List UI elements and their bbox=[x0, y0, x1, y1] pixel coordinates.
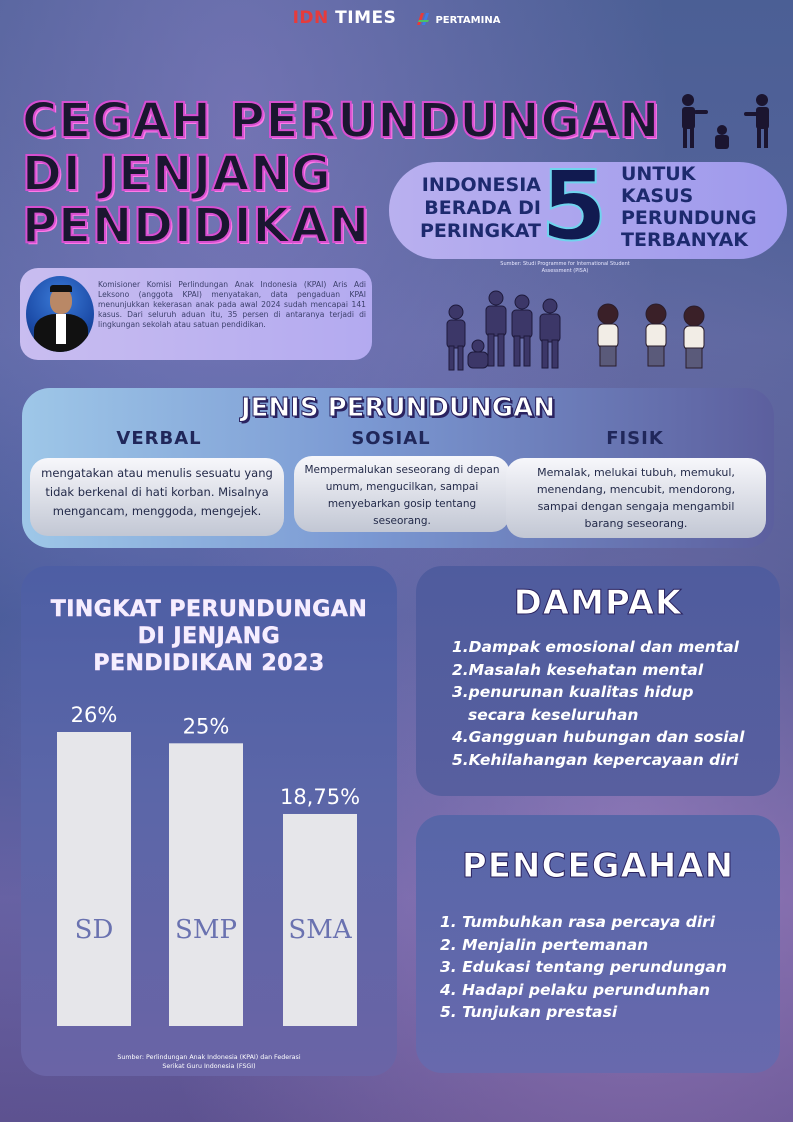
category-label-sd: SD bbox=[74, 915, 114, 945]
type-desc-sosial: Mempermalukan seseorang di depan umum, mengucilkan, sampai menyebarkan gosip tentang seseorang. bbox=[294, 456, 510, 532]
bar-chart bbox=[21, 566, 397, 1036]
list-item: secara keseluruhan bbox=[468, 705, 639, 724]
pertamina-logo: PERTAMINA bbox=[415, 11, 500, 27]
chart-title: TINGKAT PERUNDUNGAN DI JENJANG PENDIDIKAN 2023 bbox=[50, 597, 368, 676]
page-title-line2: DI JENJANG bbox=[22, 146, 332, 202]
impact-panel bbox=[416, 566, 780, 796]
impact-list bbox=[452, 636, 744, 771]
list-item: 1. Tumbuhkan rasa percaya diri bbox=[440, 913, 716, 931]
bullying-types-panel bbox=[22, 388, 774, 548]
page-title-line3: PENDIDIKAN bbox=[22, 198, 371, 254]
kpai-statement-card bbox=[20, 268, 372, 360]
ranking-number: 5 bbox=[540, 150, 608, 262]
type-desc-fisik: Memalak, melukai tubuh, memukul, menendang, mencubit, mendorong, sampai dengan sengaja mengambil barang seseorang. bbox=[506, 458, 766, 538]
type-label-verbal: VERBAL bbox=[116, 428, 202, 449]
bar-smp bbox=[169, 743, 243, 1026]
category-label-sma: SMA bbox=[288, 915, 352, 945]
ranking-right-text: UNTUK KASUS PERUNDUNG TERBANYAK bbox=[621, 163, 757, 251]
bullying-rate-chart-card bbox=[21, 566, 397, 1076]
list-item: 5.Kehilahangan kepercayaan diri bbox=[452, 750, 739, 769]
bullying-types-title: JENIS PERUNDUNGAN bbox=[240, 393, 556, 423]
bullying-figures-icon bbox=[672, 92, 782, 152]
bar-sd bbox=[57, 732, 131, 1026]
list-item: 4. Hadapi pelaku perundunhan bbox=[440, 980, 710, 999]
list-item: 4.Gangguan hubungan dan sosial bbox=[452, 728, 745, 746]
list-item: 3. Edukasi tentang perundungan bbox=[440, 958, 727, 976]
ranking-source: Sumber: Studi Programme for International Student Assessment (PISA) bbox=[500, 261, 630, 274]
type-label-fisik: FISIK bbox=[606, 428, 664, 449]
type-label-sosial: SOSIAL bbox=[351, 428, 431, 449]
value-label-smp: 25% bbox=[182, 714, 230, 739]
idn-times-logo: IDN TIMES bbox=[292, 8, 397, 28]
kpai-statement-text: Komisioner Komisi Perlindungan Anak Indonesia (KPAI) Aris Adi Leksono (anggota KPAI) menyatakan, data pengaduan KPAI menunjukkan kekerasan anak pada awal 2024 sudah mencapai 141 kasus. Dari seluruh aduan itu, 35 persen di antaranya terjadi di lingkungan sekolah atau satuan pendidikan. bbox=[98, 280, 366, 329]
impact-title: DAMPAK bbox=[513, 583, 683, 623]
page-title-line1: CEGAH PERUNDUNGAN bbox=[22, 93, 661, 149]
girls-bullying-illustration bbox=[590, 300, 716, 374]
group-bullying-illustration bbox=[438, 288, 578, 372]
prevention-title: PENCEGAHAN bbox=[461, 846, 735, 886]
list-item: 3.penurunan kualitas hidup bbox=[452, 683, 694, 701]
ranking-left-text: INDONESIA BERADA DI PERINGKAT bbox=[419, 174, 541, 242]
value-label-sd: 26% bbox=[70, 703, 118, 727]
list-item: 5. Tunjukan prestasi bbox=[440, 1003, 618, 1021]
category-label-smp: SMP bbox=[175, 915, 237, 945]
list-item: 2. Menjalin pertemanan bbox=[440, 935, 649, 954]
avatar bbox=[26, 276, 94, 352]
value-label-sma: 18,75% bbox=[279, 784, 361, 809]
prevention-panel bbox=[416, 815, 780, 1073]
header-logos bbox=[0, 8, 793, 28]
chart-source: Sumber: Perlindungan Anak Indonesia (KPAI) dan Federasi Serikat Guru Indonesia (FSGI) bbox=[117, 1054, 301, 1070]
ranking-banner bbox=[389, 150, 787, 262]
list-item: 2.Masalah kesehatan mental bbox=[452, 660, 704, 679]
pertamina-icon bbox=[415, 11, 431, 27]
list-item: 1.Dampak emosional dan mental bbox=[452, 638, 739, 656]
prevention-list bbox=[440, 911, 727, 1024]
type-desc-verbal: mengatakan atau menulis sesuatu yang tidak berkenal di hati korban. Misalnya mengancam, menggoda, mengejek. bbox=[30, 458, 284, 536]
